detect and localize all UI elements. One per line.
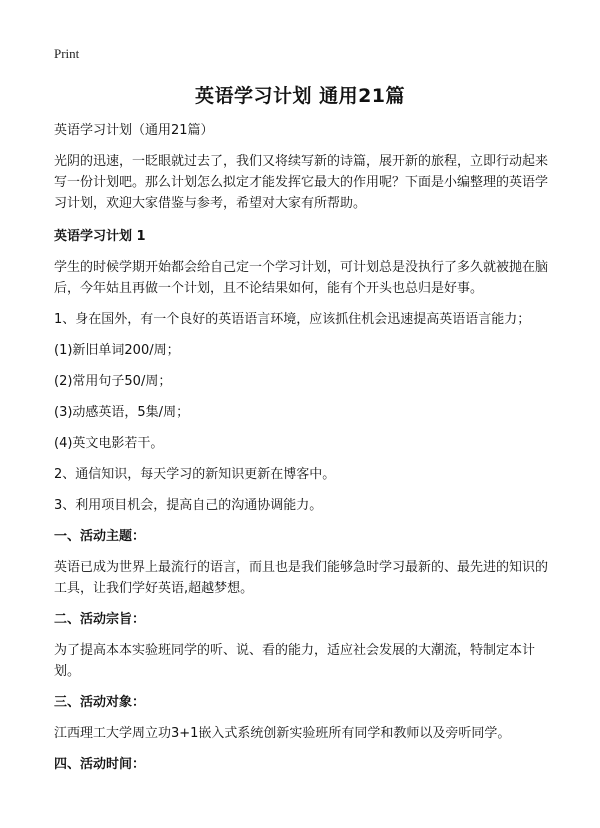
- plan-1-paragraph: 学生的时候学期开始都会给自己定一个学习计划，可计划总是没执行了多久就被抛在脑后，今年姑且再做一个计划，且不论结果如何，能有个开头也总归是好事。: [54, 260, 549, 296]
- list-item-2: 2、通信知识，每天学习的新知识更新在博客中。: [54, 467, 336, 482]
- list-item-3: 3、利用项目机会，提高自己的沟通协调能力。: [54, 498, 323, 513]
- sub-item-4: (4)英文电影若干。: [54, 436, 164, 451]
- document-body: [54, 120, 548, 785]
- section-heading-plan-1: 英语学习计划 1: [54, 229, 146, 244]
- purpose-paragraph: 为了提高本本实验班同学的听、说、看的能力，适应社会发展的大潮流，特制定本计划。: [54, 643, 536, 679]
- target-paragraph: 江西理工大学周立功3+1嵌入式系统创新实验班所有同学和教师以及旁听同学。: [54, 726, 511, 741]
- heading-purpose: 二、活动宗旨：: [54, 612, 146, 627]
- heading-theme: 一、活动主题：: [54, 529, 146, 544]
- theme-paragraph: 英语已成为世界上最流行的语言，而且也是我们能够急时学习最新的、最先进的知识的工具，让我们学好英语,超越梦想。: [54, 560, 549, 596]
- page-title: 英语学习计划 通用21篇: [194, 85, 406, 107]
- document-subtitle: 英语学习计划（通用21篇）: [54, 123, 214, 138]
- print-link[interactable]: Print: [54, 46, 80, 61]
- sub-item-2: (2)常用句子50/周；: [54, 374, 172, 389]
- sub-item-3: (3)动感英语，5集/周；: [54, 405, 190, 420]
- intro-paragraph: 光阴的迅速，一眨眼就过去了，我们又将续写新的诗篇，展开新的旅程，立即行动起来写一份计划吧。那么计划怎么拟定才能发挥它最大的作用呢？下面是小编整理的英语学习计划，欢迎大家借鉴与参考，希望对大家有所帮助。: [54, 154, 549, 211]
- heading-target: 三、活动对象：: [54, 695, 146, 710]
- list-item-1: 1、身在国外，有一个良好的英语语言环境，应该抓住机会迅速提高英语语言能力；: [54, 312, 531, 327]
- sub-item-1: (1)新旧单词200/周；: [54, 343, 180, 358]
- heading-time: 四、活动时间：: [54, 757, 146, 772]
